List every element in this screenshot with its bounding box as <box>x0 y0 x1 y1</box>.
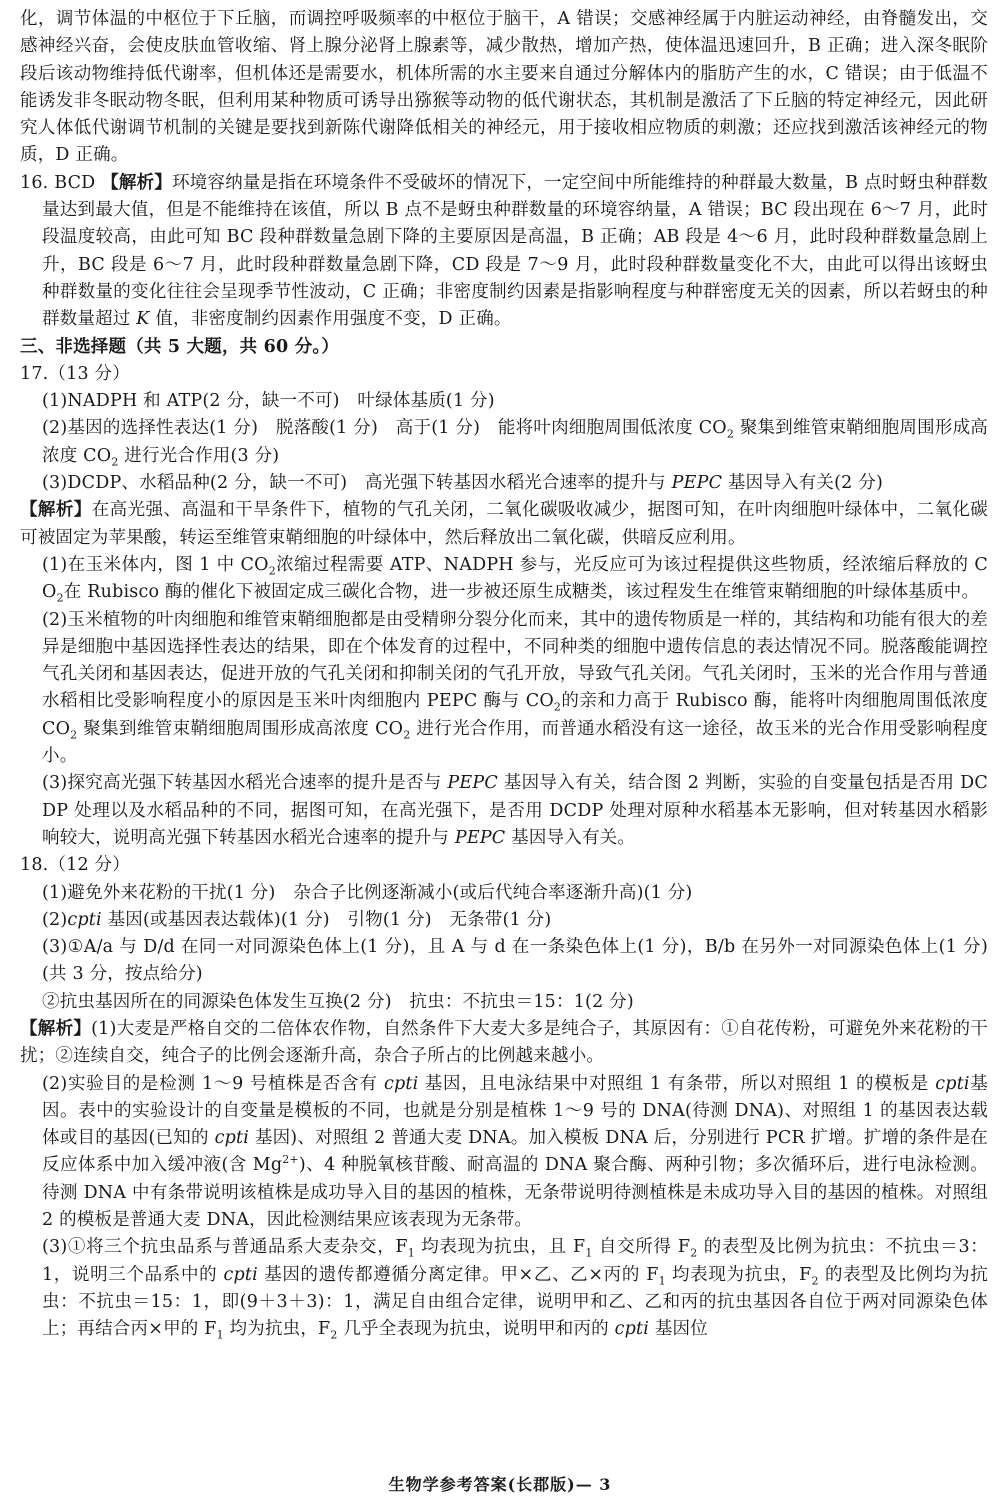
text-run: 自交所得 F <box>592 1237 691 1258</box>
text-run: 基因导入有关，结合图 2 判断，实验的自变量包括是否用 DCDP 处理以及水稻品种的不同，据图可知，在高光强下，是否用 DCDP 处理对原种水稻基本无影响，但对转基因水稻影响较大，说明高光强下转基因水稻光合速率的提升与 <box>42 773 988 848</box>
text-run: )、4 种脱氧核苷酸、耐高温的 DNA 聚合酶、两种引物；多次循环后，进行电泳检测。待测 DNA 中有条带说明该植株是成功导入目的基因的植株，无条带说明待测植株是未成功导入目的基因的植株。对照组 2 的模板是普通大麦 DNA，因此检测结果应该表现为无条带。 <box>42 1155 988 1231</box>
paragraph-p2 <box>20 170 988 334</box>
text-run: 在 Rubisco 酶的催化下被固定成三碳化合物，进一步被还原生成糖类，该过程发生在维管束鞘细胞的叶绿体基质中。 <box>63 582 980 603</box>
text-run: 1 <box>585 1246 593 1260</box>
paragraph-p4 <box>20 361 988 388</box>
text-run: cpti <box>935 1073 970 1094</box>
text-run: cpti <box>383 1073 419 1094</box>
paragraph-p10 <box>20 607 988 771</box>
text-run: cpti <box>67 909 102 930</box>
text-run: 基因，且电泳结果中对照组 1 有条带，所以对照组 1 的模板是 <box>418 1073 936 1094</box>
text-run: 基因(或基因表达载体)(1 分) 引物(1 分) 无条带(1 分) <box>101 909 552 930</box>
text-run: 1 <box>658 1274 666 1288</box>
text-run: 2+ <box>282 1153 299 1167</box>
text-run: 2 <box>403 728 411 742</box>
text-run: 基因导入有关(2 分) <box>722 473 883 494</box>
text-run: 浓缩过程需要 ATP、NADPH 参与，光反应可为该过程提供这些物质，经浓缩后释放的 CO <box>42 554 989 603</box>
text-run: 2 <box>553 700 562 714</box>
text-run: 几乎全表现为抗虫，说明甲和丙的 <box>337 1319 615 1340</box>
text-run: PEPC <box>671 473 723 494</box>
text-run: 2 <box>268 564 276 578</box>
text-run: (3)①将三个抗虫品系与普通品系大麦杂交，F <box>42 1237 408 1258</box>
text-run: (2) <box>42 909 68 930</box>
text-run: 均为抗虫，F <box>223 1319 331 1340</box>
text-run: (2)基因的选择性表达(1 分) 脱落酸(1 分) 高于(1 分) 能将叶肉细胞周围低浓度 CO <box>42 418 727 439</box>
text-run: (1)大麦是严格自交的二倍体农作物，自然条件下大麦大多是纯合子，其原因有：①自花传粉，可避免外来花粉的干扰；②连续自交，纯合子的比例会逐渐升高，杂合子所占的比例越来越小。 <box>20 1018 988 1067</box>
text-run: 基因)、对照组 2 普通大麦 DNA。加入模板 DNA 后，分别进行 PCR 扩增。扩增的条件是在反应体系中加入缓冲液(含 Mg <box>42 1128 989 1176</box>
text-run: 基因位 <box>649 1319 708 1340</box>
text-run: cpti <box>223 1264 258 1285</box>
text-run: 18.（12 分） <box>20 855 130 876</box>
text-run: 基因。表中的实验设计的自变量是模板的不同，也就是分别是植株 1～9 号的 DNA(待测 DNA)、对照组 1 的基因表达载体或目的基因(已知的 <box>42 1073 988 1149</box>
text-run: (3)探究高光强下转基因水稻光合速率的提升是否与 <box>42 773 448 794</box>
text-run: 的表型及比例均为抗虫：不抗虫＝15：1，即(9＋3＋3)：1，满足自由组合定律，说明甲和乙、乙和丙的抗虫基因各自位于两对同源染色体上；再结合丙×甲的 F <box>42 1264 988 1340</box>
analysis-label: 【解析】 <box>20 1018 92 1039</box>
text-run: 2 <box>811 1274 819 1288</box>
paragraph-p14 <box>20 907 988 934</box>
paragraph-p15 <box>20 934 988 989</box>
text-run: K <box>136 309 150 330</box>
text-run: 2 <box>690 1246 698 1260</box>
text-run: 1 <box>216 1328 224 1342</box>
paragraph-p9 <box>20 552 988 607</box>
paragraph-p3 <box>20 334 988 361</box>
analysis-label: 【解析】 <box>20 500 92 521</box>
text-run: 均表现为抗虫，且 F <box>414 1237 586 1258</box>
text-run: 聚集到维管束鞘细胞周围形成高浓度 CO <box>42 418 988 466</box>
page-footer: 生物学参考答案(长郡版)— 3 <box>388 1475 612 1494</box>
paragraph-p16 <box>20 989 988 1016</box>
text-run: 均表现为抗虫，F <box>665 1264 812 1285</box>
text-run: (2)实验目的是检测 1～9 号植株是否含有 <box>42 1073 384 1094</box>
text-run: (3)①A/a 与 D/d 在同一对同源染色体上(1 分)，且 A 与 d 在一条染色体上(1 分)，B/b 在另外一对同源染色体上(1 分)(共 3 分，按点给分) <box>42 937 988 985</box>
text-run: 值，非密度制约因素作用强度不变，D 正确。 <box>149 309 512 330</box>
paragraph-p12 <box>20 852 988 879</box>
text-run: 2 <box>726 427 735 441</box>
text-run: 16. BCD <box>20 172 102 193</box>
text-run: 基因导入有关。 <box>505 827 636 848</box>
text-run: 2 <box>111 455 119 469</box>
paragraph-p18 <box>20 1071 988 1235</box>
text-run: (2)玉米植物的叶肉细胞和维管束鞘细胞都是由受精卵分裂分化而来，其中的遗传物质是一样的，其结构和功能有很大的差异是细胞中基因选择性表达的结果，即在个体发育的过程中，不同种类的细胞中遗传信息的表达情况不同。脱落酸能调控气孔关闭和基因表达，促进开放的气孔关闭和抑制关闭的气孔开放，导致气孔关闭。气孔关闭时，玉米的光合作用与普通水稻相比受影响程度小的原因是玉米叶肉细胞内 PEPC 酶与 CO <box>42 609 988 712</box>
text-run: 在高光强、高温和干旱条件下，植物的气孔关闭，二氧化碳吸收减少，据图可知，在叶肉细胞叶绿体中，二氧化碳可被固定为苹果酸，转运至维管束鞘细胞的叶绿体中，然后释放出二氧化碳，供暗反应利用。 <box>20 500 988 548</box>
text-run: 环境容纳量是指在环境条件不受破坏的情况下，一定空间中所能维持的种群最大数量，B 点时蚜虫种群数量达到最大值，但是不能维持在该值，所以 B 点不是蚜虫种群数量的环境容纳量，A 错误；BC 段出现在 6～7 月，此时段温度较高，由此可知 BC 段种群数量急剧下降的主要原因是高温，B 正确；AB 段是 4～6 月，此时段种群数量急剧上升，BC 段是 6～7 月，此时段种群数量急剧下降，CD 段是 7～9 月，此时段种群数量变化不大，由此可以得出该蚜虫种群数量的变化往往会呈现季节性波动，C 正确；非密度制约因素是指影响程度与种群密度无关的因素，所以若蚜虫的种群数量超过 <box>42 172 988 330</box>
text-run: 的亲和力高于 Rubisco 酶，能将叶肉细胞周围低浓度 CO <box>42 691 988 739</box>
paragraph-p6 <box>20 415 988 470</box>
text-run: 的表型及比例为抗虫：不抗虫＝3：1，说明三个品系中的 <box>42 1237 989 1285</box>
paragraph-p13 <box>20 880 988 907</box>
text-run: 进行光合作用(3 分) <box>118 445 280 466</box>
text-run: (1)在玉米体内，图 1 中 CO <box>42 554 269 575</box>
text-run: 2 <box>56 591 64 605</box>
text-run: cpti <box>614 1319 650 1340</box>
paragraph-p7 <box>20 470 988 497</box>
text-run: 三、非选择题（共 5 大题，共 60 分。） <box>20 336 340 357</box>
paragraph-p17 <box>20 1016 988 1071</box>
text-run: 化，调节体温的中枢位于下丘脑，而调控呼吸频率的中枢位于脑干，A 错误；交感神经属于内脏运动神经，由脊髓发出，交感神经兴奋，会使皮肤血管收缩、肾上腺分泌肾上腺素等，减少散热，增加产热，使体温迅速回升，B 正确；进入深冬眠阶段后该动物维持低代谢率，但机体还是需要水，机体所需的水主要来自通过分解体内的脂肪产生的水，C 错误；由于低温不能诱发非冬眠动物冬眠，但利用某种物质可诱导出猕猴等动物的低代谢状态，其机制是激活了下丘脑的特定神经元，因此研究人体低代谢调节机制的关键是要找到新陈代谢降低相关的神经元，用于接收相应物质的刺激；还应找到激活该神经元的物质，D 正确。 <box>20 9 988 166</box>
text-run: (1)避免外来花粉的干扰(1 分) 杂合子比例逐渐减小(或后代纯合率逐渐升高)(1 分) <box>42 882 693 903</box>
paragraph-p1 <box>20 6 988 170</box>
text-run: 进行光合作用，而普通水稻没有这一途径，故玉米的光合作用受影响程度小。 <box>42 718 988 767</box>
text-run: cpti <box>214 1128 250 1149</box>
paragraph-p5 <box>20 388 988 415</box>
text-run: (1)NADPH 和 ATP(2 分，缺一不可) 叶绿体基质(1 分) <box>42 391 495 412</box>
text-run: PEPC <box>454 827 506 848</box>
text-run: 2 <box>330 1328 338 1342</box>
text-run: 1 <box>407 1246 415 1260</box>
text-run: 2 <box>70 728 78 742</box>
text-run: 聚集到维管束鞘细胞周围形成高浓度 CO <box>77 718 404 739</box>
text-run: 17.（13 分） <box>20 363 130 384</box>
paragraph-p19 <box>20 1234 988 1343</box>
paragraph-p11 <box>20 770 988 852</box>
text-run: ②抗虫基因所在的同源染色体发生互换(2 分) 抗虫：不抗虫＝15：1(2 分) <box>42 991 634 1012</box>
text-run: (3)DCDP、水稻品种(2 分，缺一不可) 高光强下转基因水稻光合速率的提升与 <box>42 473 672 494</box>
answer-page-body <box>20 6 988 1344</box>
paragraph-p8 <box>20 497 988 552</box>
text-run: PEPC <box>447 773 498 794</box>
text-run: 基因的遗传都遵循分离定律。甲×乙、乙×丙的 F <box>257 1264 659 1285</box>
analysis-label: 【解析】 <box>101 172 173 193</box>
